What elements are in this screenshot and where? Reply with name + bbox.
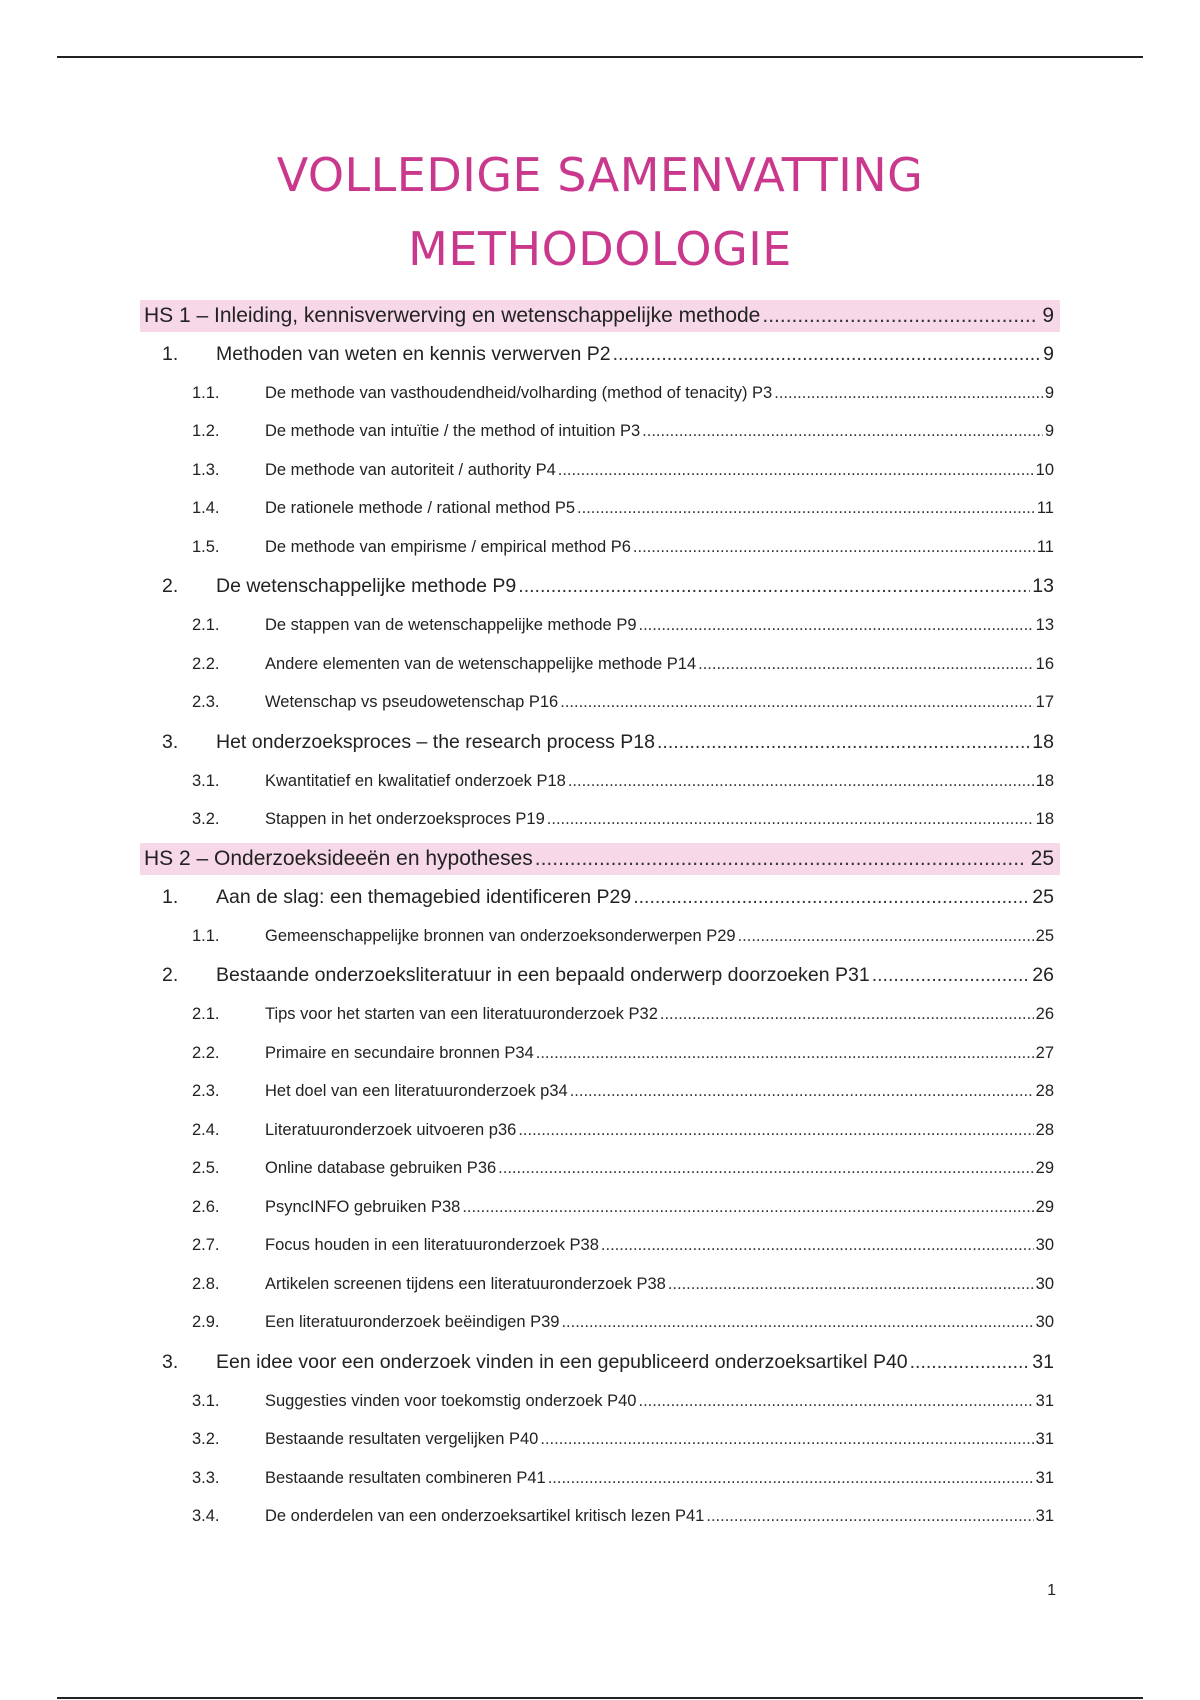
- toc-subsection-label: Stappen in het onderzoeksproces P19: [265, 810, 545, 829]
- toc-section-label: Het onderzoeksproces – the research process P18: [216, 730, 655, 753]
- toc-subsection-label: De methode van vasthoudendheid/volharding (method of tenacity) P3: [265, 383, 773, 402]
- toc-subsection-label: De methode van autoriteit / authority P4: [265, 460, 556, 479]
- toc-subsection[interactable]: [140, 1034, 1060, 1073]
- toc-subsection-page: 31: [1035, 1391, 1054, 1410]
- toc-subsection-number: 1.1.: [192, 383, 220, 402]
- toc-subsection-page: 27: [1035, 1043, 1054, 1062]
- toc-subsection[interactable]: [140, 917, 1060, 956]
- toc-subsection-number: 1.4.: [192, 499, 220, 518]
- toc-subsection-label: Wetenschap vs pseudowetenschap P16: [265, 693, 559, 712]
- toc-section-label: Een idee voor een onderzoek vinden in een gepubliceerd onderzoeksartikel P40: [216, 1350, 908, 1373]
- toc-subsection-label: Het doel van een literatuuronderzoek p34: [265, 1082, 568, 1101]
- toc-section[interactable]: [140, 567, 1060, 607]
- dot-leader: [498, 1159, 1033, 1178]
- toc-subsection[interactable]: [140, 1150, 1060, 1189]
- toc-subsection[interactable]: [140, 528, 1060, 567]
- dot-leader: [548, 1469, 1034, 1488]
- toc-subsection-number: 1.2.: [192, 422, 220, 441]
- toc-subsection-number: 3.1.: [192, 1391, 220, 1410]
- footer-rule: [57, 1697, 1143, 1699]
- dot-leader: [518, 1121, 1033, 1140]
- dot-leader: [633, 886, 1030, 909]
- dot-leader: [657, 731, 1030, 754]
- toc-subsection-page: 28: [1035, 1120, 1054, 1139]
- toc-subsection-number: 2.2.: [192, 1043, 220, 1062]
- toc-subsection-page: 28: [1035, 1082, 1054, 1101]
- toc-subsection-page: 18: [1035, 771, 1054, 790]
- dot-leader: [774, 384, 1043, 403]
- toc-subsection-number: 3.2.: [192, 810, 220, 829]
- toc-subsection-page: 30: [1035, 1274, 1054, 1293]
- dot-leader: [601, 1236, 1034, 1255]
- dot-leader: [560, 693, 1033, 712]
- toc-subsection-label: De methode van intuïtie / the method of intuition P3: [265, 422, 641, 441]
- toc-subsection[interactable]: [140, 762, 1060, 801]
- page-number: 1: [1047, 1582, 1056, 1599]
- toc-chapter-page: 9: [1042, 304, 1054, 327]
- toc-chapter[interactable]: [140, 300, 1060, 332]
- dot-leader: [668, 1275, 1034, 1294]
- dot-leader: [462, 1198, 1033, 1217]
- toc-subsection-label: Tips voor het starten van een literatuuronderzoek P32: [265, 1005, 658, 1024]
- dot-leader: [540, 1430, 1033, 1449]
- toc-subsection[interactable]: [140, 490, 1060, 529]
- toc-section[interactable]: [140, 877, 1060, 917]
- toc-subsection-number: 2.1.: [192, 616, 220, 635]
- toc-chapter[interactable]: [140, 843, 1060, 875]
- toc-section[interactable]: [140, 334, 1060, 374]
- toc-subsection-number: 2.1.: [192, 1005, 220, 1024]
- toc-subsection[interactable]: [140, 1498, 1060, 1537]
- dot-leader: [633, 538, 1035, 557]
- toc-subsection-number: 3.2.: [192, 1430, 220, 1449]
- toc-subsection[interactable]: [140, 645, 1060, 684]
- toc-section-page: 25: [1032, 885, 1054, 908]
- toc-subsection-label: Literatuuronderzoek uitvoeren p36: [265, 1120, 517, 1139]
- toc-subsection[interactable]: [140, 684, 1060, 723]
- dot-leader: [910, 1351, 1031, 1374]
- toc-chapter-label: HS 1 – Inleiding, kennisverwerving en wetenschappelijke methode: [144, 304, 761, 327]
- toc-section-page: 26: [1032, 964, 1054, 986]
- toc-section-number: 1.: [162, 885, 179, 908]
- toc-subsection-label: De onderdelen van een onderzoeksartikel kritisch lezen P41: [265, 1507, 705, 1526]
- dot-leader: [660, 1005, 1034, 1024]
- toc-subsection-page: 11: [1036, 537, 1054, 556]
- toc-subsection-number: 2.8.: [192, 1274, 220, 1293]
- toc-subsection-page: 13: [1035, 616, 1054, 635]
- toc-subsection-label: De stappen van de wetenschappelijke methode P9: [265, 616, 637, 635]
- toc-subsection-label: Suggesties vinden voor toekomstig onderzoek P40: [265, 1391, 637, 1410]
- toc-subsection-page: 26: [1035, 1005, 1054, 1024]
- toc-subsection[interactable]: [140, 1304, 1060, 1343]
- toc-subsection[interactable]: [140, 801, 1060, 840]
- dot-leader: [570, 1082, 1034, 1101]
- toc-subsection-page: 31: [1035, 1507, 1054, 1526]
- dot-leader: [638, 1392, 1033, 1411]
- toc-section-number: 2.: [162, 964, 179, 986]
- dot-leader: [568, 772, 1034, 791]
- toc-subsection-number: 1.3.: [192, 460, 220, 479]
- dot-leader: [738, 927, 1034, 946]
- toc-subsection-page: 16: [1035, 654, 1054, 673]
- toc-subsection-number: 3.1.: [192, 771, 220, 790]
- toc-subsection-number: 2.4.: [192, 1120, 220, 1139]
- toc-subsection-number: 3.3.: [192, 1468, 220, 1487]
- toc-subsection[interactable]: [140, 1111, 1060, 1150]
- toc-subsection-number: 2.7.: [192, 1236, 220, 1255]
- toc-subsection-page: 29: [1035, 1159, 1054, 1178]
- toc-section[interactable]: [140, 722, 1060, 762]
- toc-subsection-label: Bestaande resultaten vergelijken P40: [265, 1430, 539, 1449]
- dot-leader: [518, 575, 1030, 598]
- toc-section[interactable]: [140, 1342, 1060, 1382]
- dot-leader: [536, 1044, 1034, 1063]
- toc-subsection-page: 25: [1035, 926, 1054, 945]
- toc-subsection[interactable]: [140, 1073, 1060, 1112]
- toc-subsection-number: 2.9.: [192, 1313, 220, 1332]
- toc-section-page: 18: [1032, 730, 1054, 753]
- toc-subsection-page: 18: [1035, 810, 1054, 829]
- table-of-contents: [140, 300, 1060, 1536]
- toc-subsection-page: 9: [1044, 422, 1054, 441]
- toc-chapter-page: 25: [1030, 847, 1054, 870]
- dot-leader: [642, 422, 1043, 441]
- dot-leader: [577, 499, 1035, 518]
- toc-subsection-page: 31: [1035, 1430, 1054, 1449]
- dot-leader: [706, 1507, 1033, 1526]
- toc-subsection-number: 2.6.: [192, 1197, 220, 1216]
- toc-section-page: 13: [1032, 575, 1054, 597]
- toc-section-label: De wetenschappelijke methode P9: [216, 575, 517, 597]
- toc-subsection-page: 10: [1035, 460, 1054, 479]
- toc-chapter-label: HS 2 – Onderzoeksideeën en hypotheses: [144, 847, 533, 870]
- toc-subsection[interactable]: [140, 1188, 1060, 1227]
- toc-section-label: Methoden van weten en kennis verwerven P2: [216, 342, 611, 365]
- toc-subsection-number: 1.5.: [192, 537, 220, 556]
- toc-subsection[interactable]: [140, 1421, 1060, 1460]
- toc-subsection-label: De methode van empirisme / empirical method P6: [265, 537, 631, 556]
- toc-subsection-label: De rationele methode / rational method P5: [265, 499, 576, 518]
- toc-subsection-number: 2.5.: [192, 1159, 220, 1178]
- toc-subsection-page: 29: [1035, 1197, 1054, 1216]
- dot-leader: [639, 616, 1034, 635]
- toc-subsection-page: 30: [1035, 1236, 1054, 1255]
- document-title-line-2: METHODOLOGIE: [408, 222, 792, 276]
- toc-subsection-label: Artikelen screenen tijdens een literatuuronderzoek P38: [265, 1274, 666, 1293]
- toc-subsection-number: 1.1.: [192, 926, 220, 945]
- toc-subsection-label: Bestaande resultaten combineren P41: [265, 1468, 546, 1487]
- toc-section-number: 3.: [162, 730, 179, 753]
- toc-section-page: 9: [1043, 342, 1054, 365]
- dot-leader: [872, 964, 1031, 987]
- toc-section-number: 3.: [162, 1350, 179, 1373]
- toc-subsection[interactable]: [140, 1459, 1060, 1498]
- toc-subsection-page: 31: [1035, 1468, 1054, 1487]
- dot-leader: [547, 810, 1034, 829]
- dot-leader: [698, 655, 1034, 674]
- toc-subsection-label: Gemeenschappelijke bronnen van onderzoeksonderwerpen P29: [265, 926, 736, 945]
- toc-section-page: 31: [1032, 1350, 1054, 1373]
- document-title-line-1: VOLLEDIGE SAMENVATTING: [276, 148, 924, 202]
- toc-subsection-label: Kwantitatief en kwalitatief onderzoek P18: [265, 771, 566, 790]
- toc-subsection-label: Focus houden in een literatuuronderzoek P38: [265, 1236, 599, 1255]
- toc-subsection[interactable]: [140, 607, 1060, 646]
- toc-subsection-number: 2.3.: [192, 1082, 220, 1101]
- toc-subsection-page: 9: [1044, 383, 1054, 402]
- header-rule: [57, 56, 1143, 58]
- toc-subsection-label: PsyncINFO gebruiken P38: [265, 1197, 461, 1216]
- toc-subsection-label: Online database gebruiken P36: [265, 1159, 497, 1178]
- toc-subsection-number: 2.2.: [192, 654, 220, 673]
- toc-subsection-number: 3.4.: [192, 1507, 220, 1526]
- dot-leader: [561, 1313, 1033, 1332]
- toc-section[interactable]: [140, 956, 1060, 996]
- toc-subsection[interactable]: [140, 1227, 1060, 1266]
- toc-subsection[interactable]: [140, 1382, 1060, 1421]
- toc-subsection-label: Primaire en secundaire bronnen P34: [265, 1043, 534, 1062]
- toc-subsection[interactable]: [140, 1265, 1060, 1304]
- toc-subsection-page: 17: [1035, 693, 1054, 712]
- toc-subsection[interactable]: [140, 413, 1060, 452]
- dot-leader: [558, 461, 1034, 480]
- toc-subsection-label: Een literatuuronderzoek beëindigen P39: [265, 1313, 560, 1332]
- dot-leader: [762, 304, 1036, 328]
- toc-subsection-number: 2.3.: [192, 693, 220, 712]
- toc-subsection[interactable]: [140, 996, 1060, 1035]
- toc-subsection[interactable]: [140, 374, 1060, 413]
- toc-subsection-page: 11: [1036, 499, 1054, 518]
- toc-subsection-page: 30: [1035, 1313, 1054, 1332]
- toc-section-label: Aan de slag: een themagebied identificeren P29: [216, 885, 632, 908]
- toc-subsection-label: Andere elementen van de wetenschappelijke methode P14: [265, 654, 697, 673]
- dot-leader: [535, 847, 1025, 871]
- toc-subsection[interactable]: [140, 451, 1060, 490]
- toc-section-label: Bestaande onderzoeksliteratuur in een bepaald onderwerp doorzoeken P31: [216, 964, 870, 986]
- toc-section-number: 1.: [162, 342, 179, 365]
- dot-leader: [613, 343, 1042, 366]
- toc-section-number: 2.: [162, 575, 179, 597]
